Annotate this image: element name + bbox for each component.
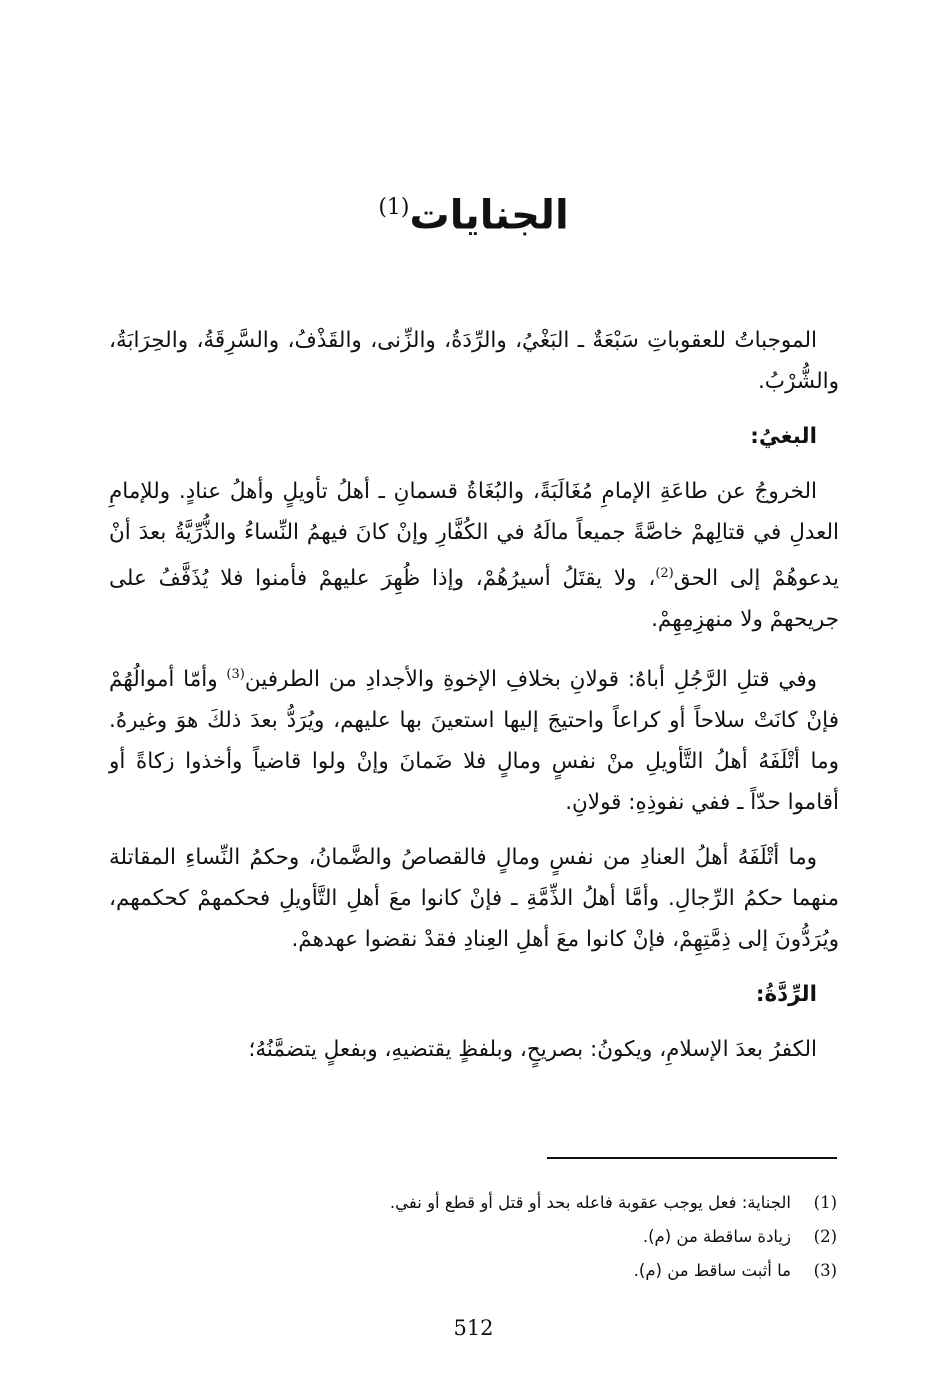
footnote-item bbox=[117, 1254, 837, 1288]
killing-text-part2: وأمّا أموالُهُمْ فإنْ كانَتْ سلاحاً أو كراعاً واحتيجَ إليها استعينَ بها عليهم، ويُرَدُّ بعدَ ذلكَ هوَ وغيرهُ. وما أتْلَفَهُ أهلُ التَّأويلِ منْ نفسٍ ومالٍ فلا ضَمانَ وإنْ ولوا قاضياً وأخذوا زكاةً أو أقاموا حدّاً ـ ففي نفوذِهِ: قولانِ. bbox=[109, 667, 839, 816]
footnote-ref-3[interactable]: (3) bbox=[226, 667, 245, 683]
footnotes bbox=[117, 1186, 837, 1288]
main-text bbox=[109, 320, 839, 1084]
page-number: 512 bbox=[453, 1316, 494, 1340]
footnote-item bbox=[117, 1186, 837, 1220]
chapter-title bbox=[0, 178, 947, 245]
baghy-paragraph-definition bbox=[109, 471, 839, 640]
footnote-number: (2) bbox=[813, 1227, 837, 1246]
baghy-paragraph-obstinate: وما أتْلَفَهُ أهلُ العنادِ من نفسٍ ومالٍ فالقصاصُ والضَّمانُ، وحكمُ النِّساءِ المقاتلة منهما حكمُ الرِّجالِ. وأمَّا أهلُ الذِّمَّةِ ـ فإنْ كانوا معَ أهلِ التَّأويلِ فحكمهمْ كحكمهم، ويُرَدُّونَ إلى ذِمَّتِهِمْ، فإنْ كانوا معَ أهلِ العِنادِ فقدْ نقضوا عهدهمْ. bbox=[109, 845, 839, 953]
footnote-ref-2[interactable]: (2) bbox=[655, 566, 674, 581]
ridda-paragraph: الكفرُ بعدَ الإسلامِ، ويكونُ: بصريحٍ، وبلفظٍ يقتضيهِ، وبفعلٍ يتضمَّنُهُ؛ bbox=[248, 1037, 817, 1063]
footnote-text: زيادة ساقطة من (م). bbox=[642, 1227, 791, 1246]
footnote-number: (1) bbox=[813, 1193, 837, 1212]
killing-text-part1: وفي قتلِ الرَّجُلِ أباهُ: قولانِ بخلافِ الإخوةِ والأجدادِ من الطرفين bbox=[244, 667, 817, 693]
footnote-separator bbox=[547, 1157, 837, 1159]
footnote-item bbox=[117, 1220, 837, 1254]
section-heading-ridda: الرِّدَّةُ: bbox=[755, 982, 817, 1008]
footnote-text: ما أثبت ساقط من (م). bbox=[633, 1261, 791, 1280]
chapter-title-text: الجنايات bbox=[409, 192, 569, 239]
chapter-footnote-mark[interactable]: (1) bbox=[378, 195, 410, 220]
footnote-text: الجناية: فعل يوجب عقوبة فاعله بحد أو قتل أو قطع أو نفي. bbox=[389, 1193, 791, 1212]
section-heading-baghy: البغيُ: bbox=[750, 424, 817, 449]
baghy-text-part1: الخروجُ عن طاعَةِ الإمامِ مُغَالَبَةً، والبُغَاةُ قسمانِ ـ أهلُ تأويلٍ وأهلُ عنادٍ. وللإمامِ العدلِ في قتالِهمْ خاصَّةً جميعاً مالَهُ في الكُفَّارِ وإنْ كانَ فيهمُ النِّساءُ والذُّرِّيَّةُ بعدَ أنْ يدعوهُمْ إلى الحق bbox=[109, 479, 839, 592]
footnote-number: (3) bbox=[813, 1261, 837, 1280]
intro-paragraph: الموجباتُ للعقوباتِ سَبْعَةٌ ـ البَغْيُ، والرِّدَةُ، والزِّنى، والقَذْفُ، والسَّرِقَةُ، والحِرَابَةُ، والشُّرْبُ. bbox=[109, 328, 839, 394]
baghy-paragraph-killing bbox=[109, 654, 839, 823]
baghy-text-part2: ، ولا يقتَلُ أسيرُهُمْ، وإذا ظُهِرَ عليهمْ فأمنوا فلا يُذَفَّفُ على جريحهمْ ولا منهزِمِهِمْ. bbox=[109, 566, 839, 633]
